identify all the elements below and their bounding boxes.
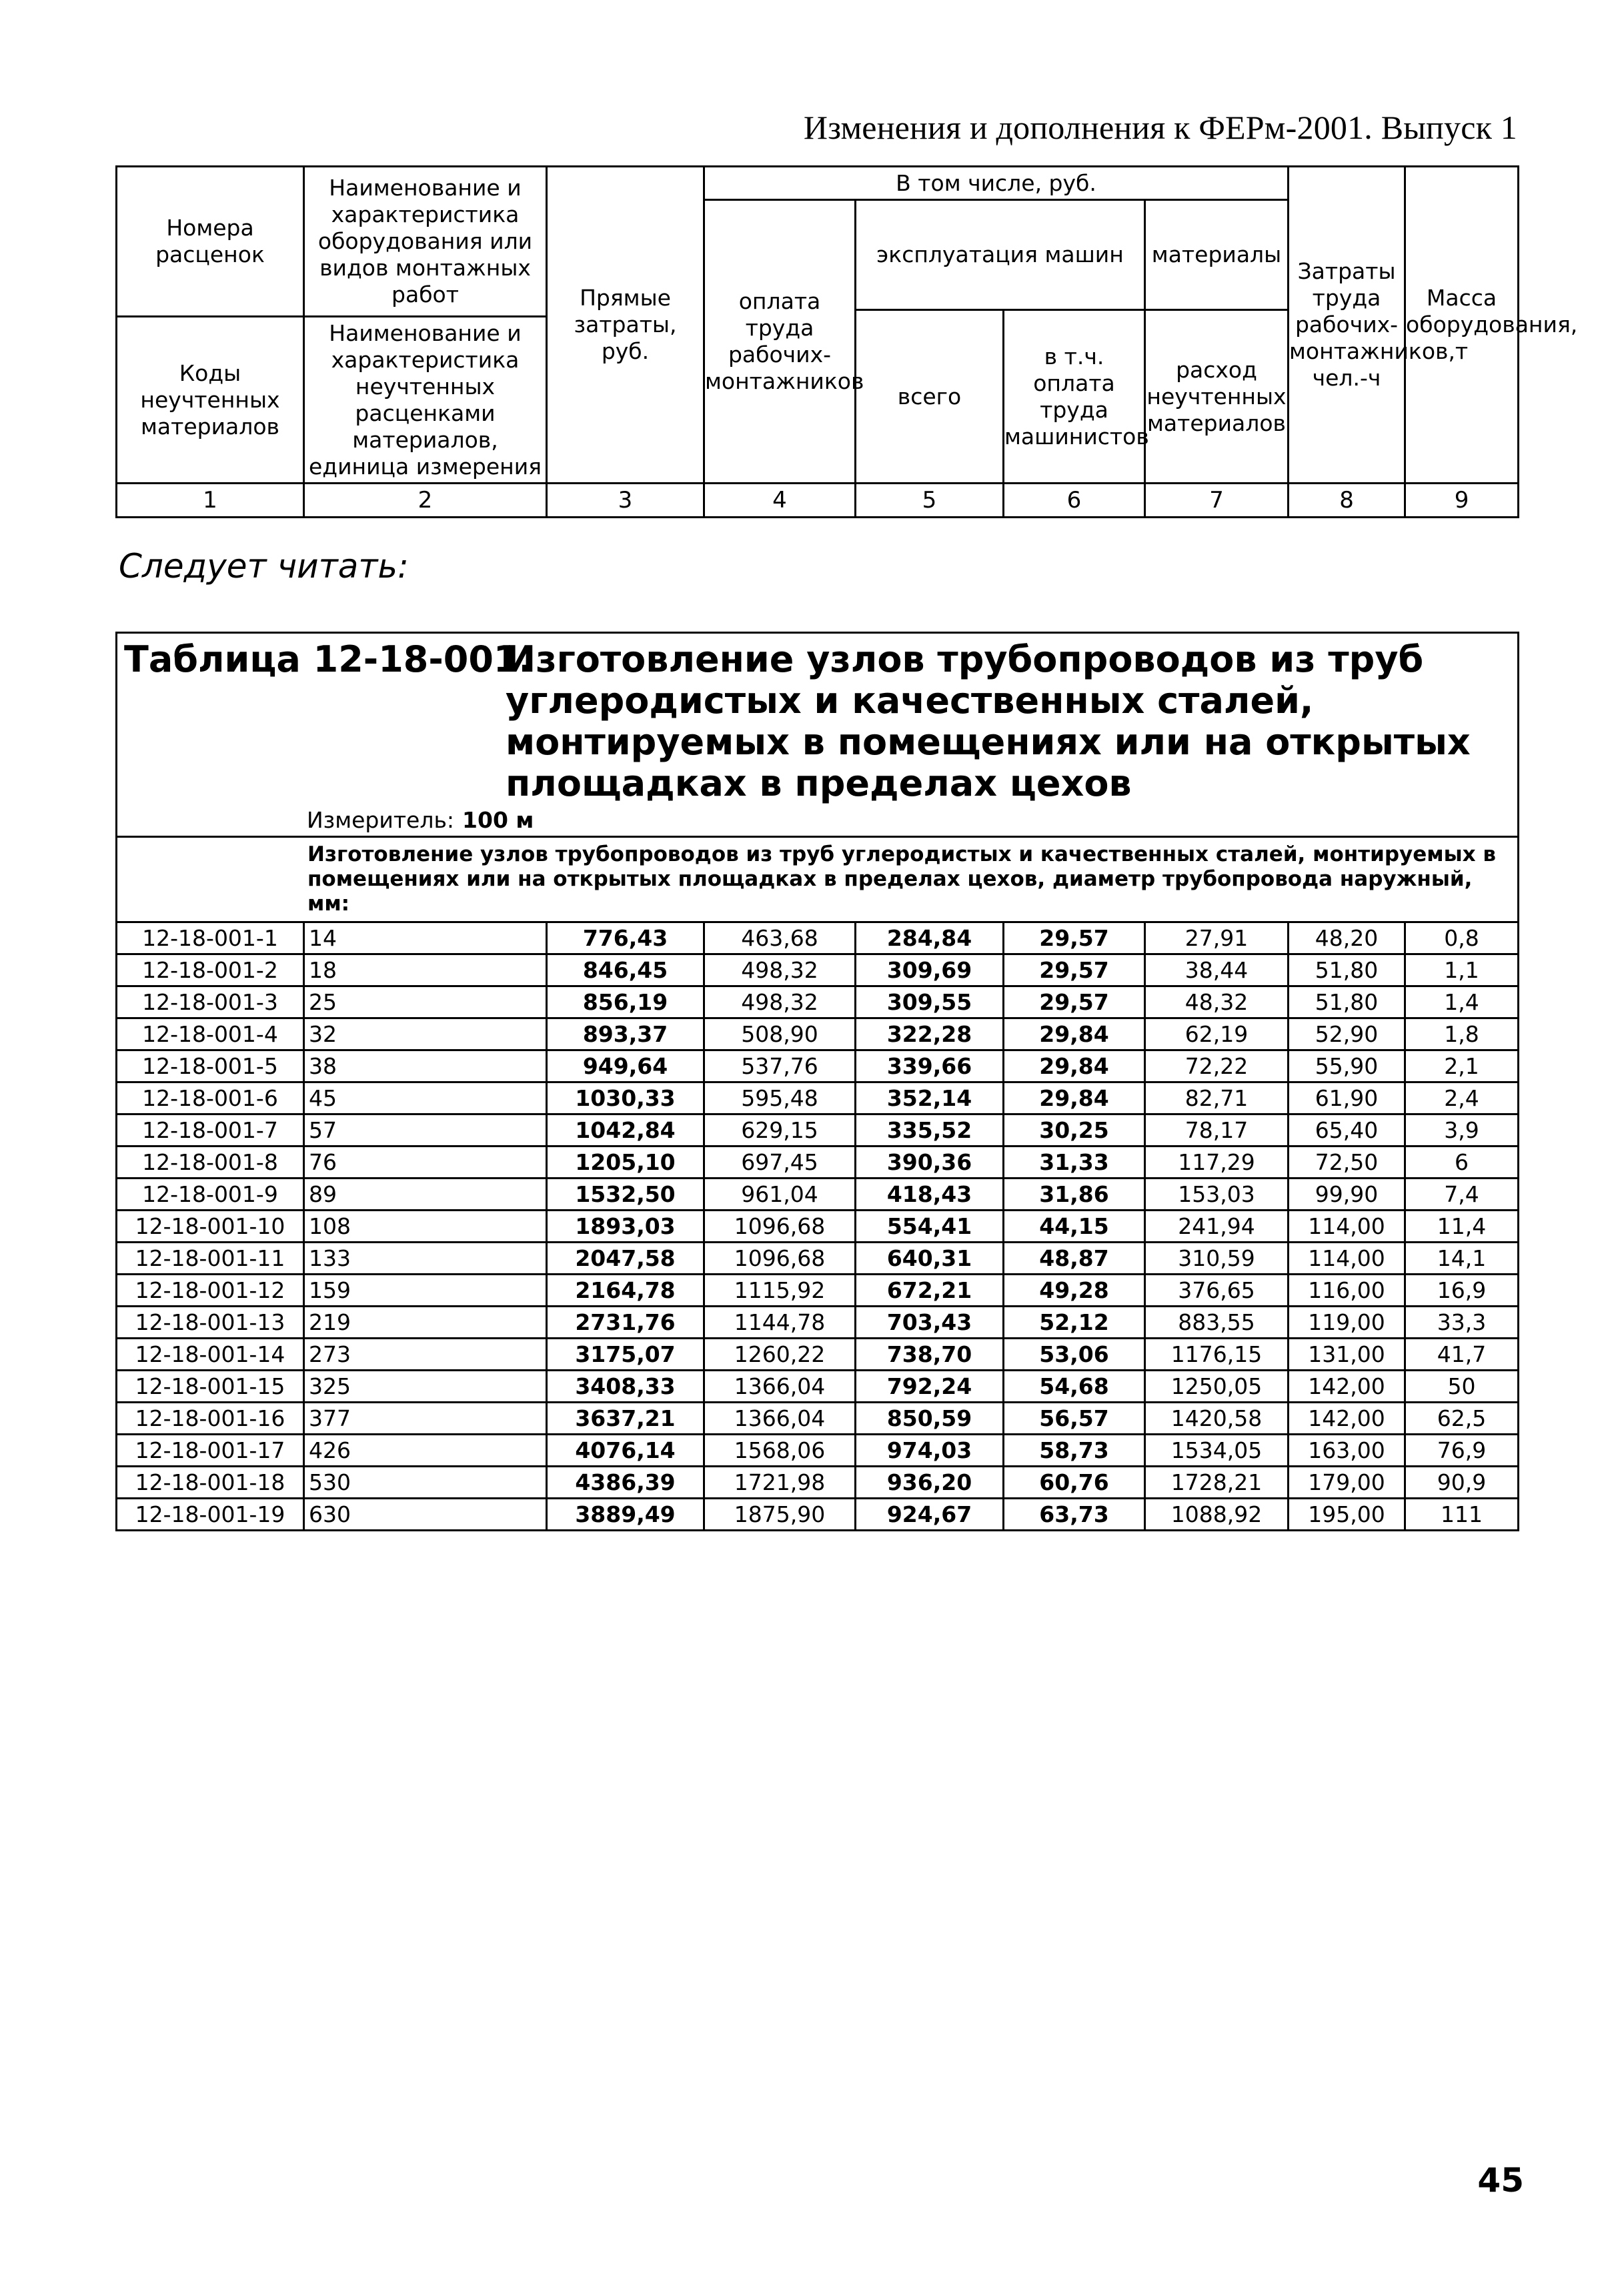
table-row — [117, 986, 1519, 1018]
cell-direct-costs: 846,45 — [547, 954, 704, 986]
measurer-value: 100 м — [462, 807, 534, 833]
table-row — [117, 1179, 1519, 1211]
cell-machine-total: 309,55 — [856, 986, 1004, 1018]
cell-machine-total: 284,84 — [856, 922, 1004, 954]
cell-equipment-mass: 14,1 — [1405, 1243, 1519, 1275]
cell-machine-total: 640,31 — [856, 1243, 1004, 1275]
column-number: 6 — [1004, 484, 1145, 518]
cell-equipment-mass: 2,1 — [1405, 1050, 1519, 1082]
cell-equipment-mass: 2,4 — [1405, 1082, 1519, 1114]
cell-worker-pay: 961,04 — [704, 1179, 856, 1211]
cell-rate-code: 12-18-001-3 — [117, 986, 304, 1018]
cell-machine-total: 672,21 — [856, 1275, 1004, 1307]
cell-rate-code: 12-18-001-1 — [117, 922, 304, 954]
cell-labor-hours: 195,00 — [1289, 1499, 1405, 1531]
cell-pipe-diameter: 25 — [304, 986, 547, 1018]
cell-materials-cost: 1534,05 — [1145, 1435, 1289, 1467]
rates-table — [115, 632, 1519, 1531]
cell-materials-cost: 1420,58 — [1145, 1403, 1289, 1435]
cell-operator-pay: 63,73 — [1004, 1499, 1145, 1531]
cell-machine-total: 974,03 — [856, 1435, 1004, 1467]
cell-machine-total: 390,36 — [856, 1147, 1004, 1179]
cell-equipment-mass: 1,1 — [1405, 954, 1519, 986]
cell-labor-hours: 55,90 — [1289, 1050, 1405, 1082]
cell-pipe-diameter: 273 — [304, 1339, 547, 1371]
table-row — [117, 1243, 1519, 1275]
cell-worker-pay: 697,45 — [704, 1147, 856, 1179]
cell-pipe-diameter: 530 — [304, 1467, 547, 1499]
table-row — [117, 1371, 1519, 1403]
cell-operator-pay: 29,57 — [1004, 922, 1145, 954]
cell-materials-cost: 1728,21 — [1145, 1467, 1289, 1499]
cell-operator-pay: 52,12 — [1004, 1307, 1145, 1339]
cell-rate-code: 12-18-001-19 — [117, 1499, 304, 1531]
cell-labor-hours: 142,00 — [1289, 1403, 1405, 1435]
cell-worker-pay: 1096,68 — [704, 1243, 856, 1275]
cell-pipe-diameter: 57 — [304, 1114, 547, 1147]
cell-operator-pay: 29,84 — [1004, 1018, 1145, 1050]
cell-direct-costs: 776,43 — [547, 922, 704, 954]
cell-pipe-diameter: 32 — [304, 1018, 547, 1050]
cell-labor-hours: 114,00 — [1289, 1243, 1405, 1275]
header-cell-total: всего — [856, 310, 1004, 484]
cell-machine-total: 703,43 — [856, 1307, 1004, 1339]
header-cell-worker-pay: оплата труда рабочих-монтажников — [704, 200, 856, 484]
table-row — [117, 1307, 1519, 1339]
cell-direct-costs: 2164,78 — [547, 1275, 704, 1307]
cell-rate-code: 12-18-001-14 — [117, 1339, 304, 1371]
cell-operator-pay: 58,73 — [1004, 1435, 1145, 1467]
cell-direct-costs: 1042,84 — [547, 1114, 704, 1147]
cell-equipment-mass: 11,4 — [1405, 1211, 1519, 1243]
running-header: Изменения и дополнения к ФЕРм-2001. Выпуск 1 — [803, 109, 1517, 146]
header-cell-labor-costs: Затраты труда рабочих-монтажников, чел.-ч — [1289, 167, 1405, 484]
cell-labor-hours: 131,00 — [1289, 1339, 1405, 1371]
column-number-row — [117, 484, 1519, 518]
section-label: Следует читать: — [119, 547, 409, 586]
table-row — [117, 1339, 1519, 1371]
cell-worker-pay: 1875,90 — [704, 1499, 856, 1531]
cell-machine-total: 322,28 — [856, 1018, 1004, 1050]
cell-labor-hours: 51,80 — [1289, 986, 1405, 1018]
cell-pipe-diameter: 426 — [304, 1435, 547, 1467]
header-cell-materials: материалы — [1145, 200, 1289, 310]
table-row — [117, 1211, 1519, 1243]
cell-equipment-mass: 62,5 — [1405, 1403, 1519, 1435]
cell-labor-hours: 114,00 — [1289, 1211, 1405, 1243]
measurer — [307, 808, 534, 832]
cell-direct-costs: 3175,07 — [547, 1339, 704, 1371]
cell-direct-costs: 3889,49 — [547, 1499, 704, 1531]
cell-machine-total: 309,69 — [856, 954, 1004, 986]
cell-direct-costs: 1205,10 — [547, 1147, 704, 1179]
cell-pipe-diameter: 630 — [304, 1499, 547, 1531]
cell-operator-pay: 29,57 — [1004, 986, 1145, 1018]
cell-direct-costs: 856,19 — [547, 986, 704, 1018]
cell-equipment-mass: 3,9 — [1405, 1114, 1519, 1147]
cell-direct-costs: 949,64 — [547, 1050, 704, 1082]
cell-labor-hours: 72,50 — [1289, 1147, 1405, 1179]
table-row — [117, 1467, 1519, 1499]
table-title-block — [117, 633, 1519, 837]
header-cell-unaccounted-materials: расход неучтенных материалов — [1145, 310, 1289, 484]
cell-equipment-mass: 111 — [1405, 1499, 1519, 1531]
table-row — [117, 1275, 1519, 1307]
cell-direct-costs: 4076,14 — [547, 1435, 704, 1467]
cell-pipe-diameter: 159 — [304, 1275, 547, 1307]
cell-materials-cost: 27,91 — [1145, 922, 1289, 954]
cell-equipment-mass: 6 — [1405, 1147, 1519, 1179]
cell-worker-pay: 498,32 — [704, 986, 856, 1018]
cell-machine-total: 792,24 — [856, 1371, 1004, 1403]
cell-direct-costs: 893,37 — [547, 1018, 704, 1050]
table-row — [117, 1050, 1519, 1082]
table-title: Изготовление узлов трубопроводов из труб углеродистых и качественных сталей, монтируемых в помещениях или на открытых площадках в пределах цехов — [506, 638, 1471, 804]
cell-rate-code: 12-18-001-13 — [117, 1307, 304, 1339]
cell-operator-pay: 29,57 — [1004, 954, 1145, 986]
cell-worker-pay: 1260,22 — [704, 1339, 856, 1371]
cell-materials-cost: 117,29 — [1145, 1147, 1289, 1179]
cell-operator-pay: 60,76 — [1004, 1467, 1145, 1499]
cell-worker-pay: 463,68 — [704, 922, 856, 954]
cell-rate-code: 12-18-001-8 — [117, 1147, 304, 1179]
cell-materials-cost: 376,65 — [1145, 1275, 1289, 1307]
cell-labor-hours: 51,80 — [1289, 954, 1405, 986]
cell-worker-pay: 629,15 — [704, 1114, 856, 1147]
cell-pipe-diameter: 76 — [304, 1147, 547, 1179]
cell-rate-code: 12-18-001-10 — [117, 1211, 304, 1243]
cell-pipe-diameter: 89 — [304, 1179, 547, 1211]
cell-worker-pay: 537,76 — [704, 1050, 856, 1082]
cell-worker-pay: 1366,04 — [704, 1371, 856, 1403]
cell-worker-pay: 508,90 — [704, 1018, 856, 1050]
cell-labor-hours: 52,90 — [1289, 1018, 1405, 1050]
cell-direct-costs: 2047,58 — [547, 1243, 704, 1275]
cell-materials-cost: 153,03 — [1145, 1179, 1289, 1211]
cell-rate-code: 12-18-001-9 — [117, 1179, 304, 1211]
cell-materials-cost: 310,59 — [1145, 1243, 1289, 1275]
table-row — [117, 1403, 1519, 1435]
header-cell-direct-costs: Прямые затраты, руб. — [547, 167, 704, 484]
cell-materials-cost: 1176,15 — [1145, 1339, 1289, 1371]
header-cell-rate-numbers: Номера расценок — [117, 167, 304, 317]
cell-operator-pay: 56,57 — [1004, 1403, 1145, 1435]
cell-pipe-diameter: 219 — [304, 1307, 547, 1339]
group-heading — [117, 837, 1519, 922]
cell-materials-cost: 1088,92 — [1145, 1499, 1289, 1531]
cell-labor-hours: 119,00 — [1289, 1307, 1405, 1339]
cell-pipe-diameter: 133 — [304, 1243, 547, 1275]
cell-labor-hours: 48,20 — [1289, 922, 1405, 954]
column-number: 3 — [547, 484, 704, 518]
cell-equipment-mass: 16,9 — [1405, 1275, 1519, 1307]
cell-materials-cost: 38,44 — [1145, 954, 1289, 986]
cell-rate-code: 12-18-001-16 — [117, 1403, 304, 1435]
cell-operator-pay: 53,06 — [1004, 1339, 1145, 1371]
cell-pipe-diameter: 325 — [304, 1371, 547, 1403]
cell-equipment-mass: 50 — [1405, 1371, 1519, 1403]
column-number: 7 — [1145, 484, 1289, 518]
column-number: 8 — [1289, 484, 1405, 518]
cell-materials-cost: 72,22 — [1145, 1050, 1289, 1082]
cell-machine-total: 850,59 — [856, 1403, 1004, 1435]
header-cell-operator-pay: в т.ч. оплата труда машинистов — [1004, 310, 1145, 484]
cell-pipe-diameter: 14 — [304, 922, 547, 954]
table-row — [117, 1147, 1519, 1179]
cell-labor-hours: 61,90 — [1289, 1082, 1405, 1114]
cell-direct-costs: 1030,33 — [547, 1082, 704, 1114]
cell-direct-costs: 2731,76 — [547, 1307, 704, 1339]
cell-materials-cost: 241,94 — [1145, 1211, 1289, 1243]
cell-direct-costs: 1532,50 — [547, 1179, 704, 1211]
table-row — [117, 954, 1519, 986]
cell-pipe-diameter: 108 — [304, 1211, 547, 1243]
cell-labor-hours: 116,00 — [1289, 1275, 1405, 1307]
cell-materials-cost: 48,32 — [1145, 986, 1289, 1018]
column-number: 4 — [704, 484, 856, 518]
header-cell-material-names: Наименование и характеристика неучтенных расценками материалов, единица измерения — [304, 317, 547, 484]
cell-materials-cost: 82,71 — [1145, 1082, 1289, 1114]
header-cell-work-name: Наименование и характеристика оборудования или видов монтажных работ — [304, 167, 547, 317]
cell-rate-code: 12-18-001-6 — [117, 1082, 304, 1114]
cell-equipment-mass: 41,7 — [1405, 1339, 1519, 1371]
cell-pipe-diameter: 45 — [304, 1082, 547, 1114]
cell-direct-costs: 3637,21 — [547, 1403, 704, 1435]
cell-pipe-diameter: 38 — [304, 1050, 547, 1082]
cell-equipment-mass: 76,9 — [1405, 1435, 1519, 1467]
cell-direct-costs: 1893,03 — [547, 1211, 704, 1243]
cell-equipment-mass: 0,8 — [1405, 922, 1519, 954]
table-row — [117, 1114, 1519, 1147]
cell-worker-pay: 1721,98 — [704, 1467, 856, 1499]
cell-machine-total: 352,14 — [856, 1082, 1004, 1114]
cell-labor-hours: 65,40 — [1289, 1114, 1405, 1147]
group-heading-text: Изготовление узлов трубопроводов из труб углеродистых и качественных сталей, монтируемых в помещениях или на открытых площадках в пределах цехов, диаметр трубопровода наружный, мм: — [307, 842, 1497, 916]
header-cell-including: В том числе, руб. — [704, 167, 1289, 200]
cell-worker-pay: 1144,78 — [704, 1307, 856, 1339]
cell-pipe-diameter: 377 — [304, 1403, 547, 1435]
column-number: 5 — [856, 484, 1004, 518]
cell-equipment-mass: 1,8 — [1405, 1018, 1519, 1050]
cell-rate-code: 12-18-001-7 — [117, 1114, 304, 1147]
table-row — [117, 1435, 1519, 1467]
table-row — [117, 1018, 1519, 1050]
cell-operator-pay: 49,28 — [1004, 1275, 1145, 1307]
cell-labor-hours: 163,00 — [1289, 1435, 1405, 1467]
table-row — [117, 1082, 1519, 1114]
cell-pipe-diameter: 18 — [304, 954, 547, 986]
cell-machine-total: 554,41 — [856, 1211, 1004, 1243]
cell-rate-code: 12-18-001-12 — [117, 1275, 304, 1307]
cell-operator-pay: 48,87 — [1004, 1243, 1145, 1275]
cell-worker-pay: 498,32 — [704, 954, 856, 986]
cell-operator-pay: 54,68 — [1004, 1371, 1145, 1403]
cell-worker-pay: 1568,06 — [704, 1435, 856, 1467]
cell-materials-cost: 78,17 — [1145, 1114, 1289, 1147]
cell-operator-pay: 29,84 — [1004, 1050, 1145, 1082]
cell-machine-total: 738,70 — [856, 1339, 1004, 1371]
cell-rate-code: 12-18-001-17 — [117, 1435, 304, 1467]
cell-direct-costs: 4386,39 — [547, 1467, 704, 1499]
column-number: 9 — [1405, 484, 1519, 518]
cell-equipment-mass: 7,4 — [1405, 1179, 1519, 1211]
page-number: 45 — [1477, 2161, 1524, 2200]
cell-rate-code: 12-18-001-11 — [117, 1243, 304, 1275]
column-number: 1 — [117, 484, 304, 518]
measurer-label: Измеритель: — [307, 807, 455, 833]
column-header-table — [115, 165, 1578, 518]
cell-operator-pay: 44,15 — [1004, 1211, 1145, 1243]
cell-materials-cost: 1250,05 — [1145, 1371, 1289, 1403]
cell-materials-cost: 62,19 — [1145, 1018, 1289, 1050]
cell-worker-pay: 595,48 — [704, 1082, 856, 1114]
cell-worker-pay: 1115,92 — [704, 1275, 856, 1307]
cell-worker-pay: 1366,04 — [704, 1403, 856, 1435]
header-cell-material-codes: Коды неучтенных материалов — [117, 317, 304, 484]
cell-rate-code: 12-18-001-4 — [117, 1018, 304, 1050]
cell-rate-code: 12-18-001-15 — [117, 1371, 304, 1403]
cell-equipment-mass: 1,4 — [1405, 986, 1519, 1018]
cell-worker-pay: 1096,68 — [704, 1211, 856, 1243]
header-cell-machine-operation: эксплуатация машин — [856, 200, 1145, 310]
cell-rate-code: 12-18-001-5 — [117, 1050, 304, 1082]
cell-materials-cost: 883,55 — [1145, 1307, 1289, 1339]
cell-labor-hours: 99,90 — [1289, 1179, 1405, 1211]
cell-operator-pay: 31,33 — [1004, 1147, 1145, 1179]
cell-labor-hours: 142,00 — [1289, 1371, 1405, 1403]
cell-machine-total: 924,67 — [856, 1499, 1004, 1531]
header-cell-equipment-mass: Масса оборудования, т — [1405, 167, 1519, 484]
cell-operator-pay: 30,25 — [1004, 1114, 1145, 1147]
cell-machine-total: 418,43 — [856, 1179, 1004, 1211]
cell-rate-code: 12-18-001-2 — [117, 954, 304, 986]
cell-operator-pay: 29,84 — [1004, 1082, 1145, 1114]
table-row — [117, 922, 1519, 954]
cell-equipment-mass: 33,3 — [1405, 1307, 1519, 1339]
table-row — [117, 1499, 1519, 1531]
cell-rate-code: 12-18-001-18 — [117, 1467, 304, 1499]
cell-machine-total: 339,66 — [856, 1050, 1004, 1082]
cell-machine-total: 936,20 — [856, 1467, 1004, 1499]
cell-operator-pay: 31,86 — [1004, 1179, 1145, 1211]
cell-labor-hours: 179,00 — [1289, 1467, 1405, 1499]
cell-direct-costs: 3408,33 — [547, 1371, 704, 1403]
cell-machine-total: 335,52 — [856, 1114, 1004, 1147]
cell-equipment-mass: 90,9 — [1405, 1467, 1519, 1499]
column-number: 2 — [304, 484, 547, 518]
table-number: Таблица 12-18-001. — [124, 638, 532, 680]
